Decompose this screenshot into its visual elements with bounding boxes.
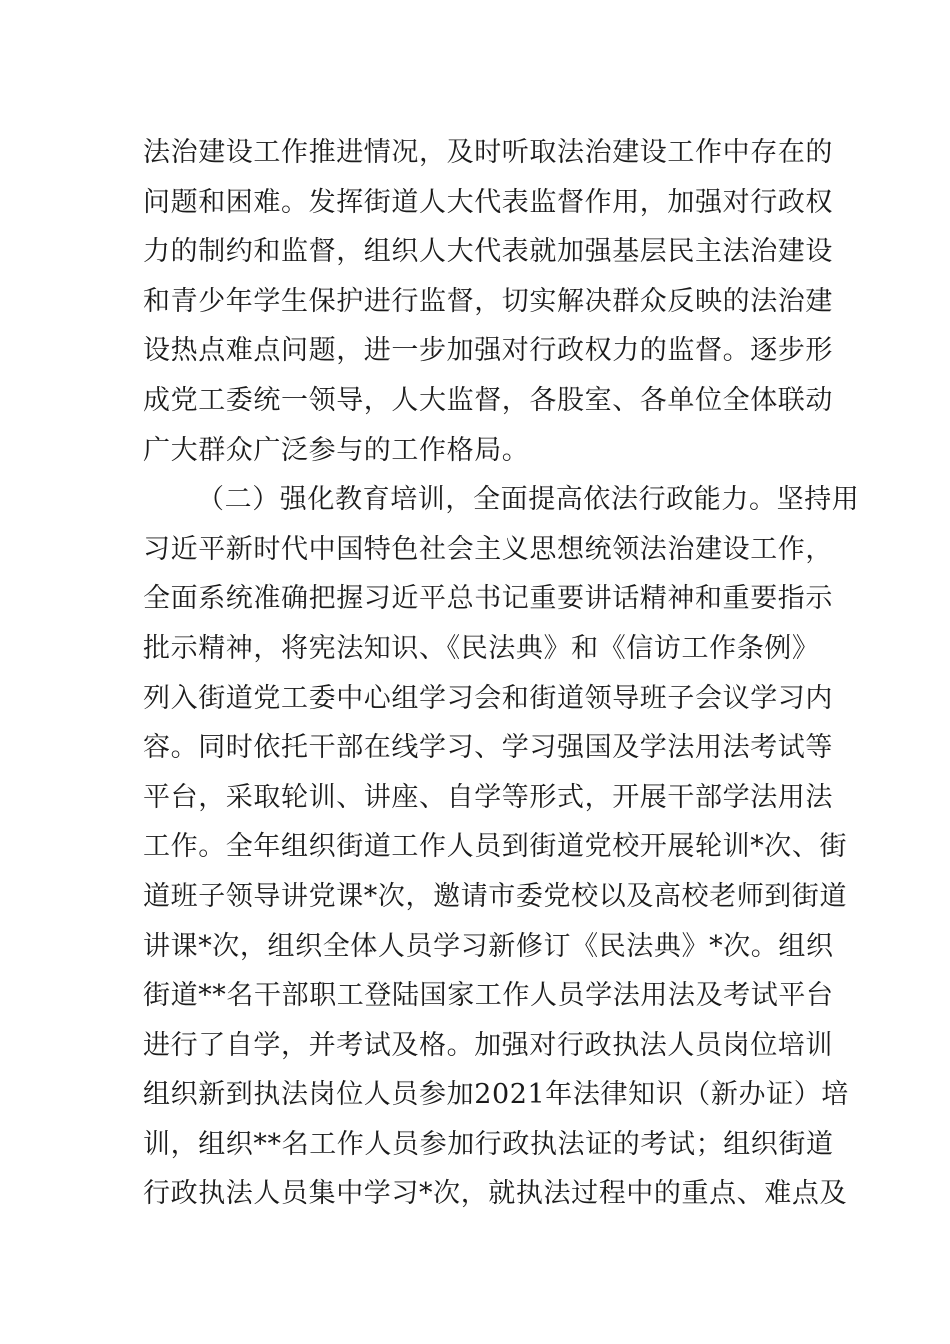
text-line: 问题和困难。发挥街道人大代表监督作用，加强对行政权	[143, 186, 833, 218]
text-line: 容。同时依托干部在线学习、学习强国及学法用法考试等	[143, 732, 833, 764]
text-line: 列入街道党工委中心组学习会和街道领导班子会议学习内	[143, 682, 833, 714]
text-line: 组织新到执法岗位人员参加2021年法律知识（新办证）培	[143, 1079, 849, 1111]
section-heading-line: （二）强化教育培训，全面提高依法行政能力。坚持用	[197, 484, 860, 516]
text-line: 行政执法人员集中学习*次，就执法过程中的重点、难点及	[143, 1178, 848, 1210]
text-line: 和青少年学生保护进行监督，切实解决群众反映的法治建	[143, 285, 833, 317]
text-line: 平台，采取轮训、讲座、自学等形式，开展干部学法用法	[143, 781, 833, 813]
text-line: 法治建设工作推进情况，及时听取法治建设工作中存在的	[143, 137, 833, 168]
body-text	[143, 128, 860, 1219]
text-line: 批示精神，将宪法知识、《民法典》和《信访工作条例》	[143, 632, 820, 664]
text-line: 街道**名干部职工登陆国家工作人员学法用法及考试平台	[143, 980, 834, 1012]
text-line: 讲课*次，组织全体人员学习新修订《民法典》*次。组织	[143, 930, 834, 962]
text-line: 全面系统准确把握习近平总书记重要讲话精神和重要指示	[143, 583, 833, 615]
text-line: 进行了自学，并考试及格。加强对行政执法人员岗位培训	[143, 1029, 833, 1061]
text-line: 成党工委统一领导，人大监督，各股室、各单位全体联动	[143, 384, 833, 416]
text-line: 训，组织**名工作人员参加行政执法证的考试；组织街道	[143, 1128, 834, 1160]
text-line: 设热点难点问题，进一步加强对行政权力的监督。逐步形	[143, 335, 833, 367]
text-line: 习近平新时代中国特色社会主义思想统领法治建设工作，	[143, 533, 833, 565]
text-line: 工作。全年组织街道工作人员到街道党校开展轮训*次、街	[143, 831, 848, 863]
text-line: 道班子领导讲党课*次，邀请市委党校以及高校老师到街道	[143, 880, 848, 912]
text-line: 广大群众广泛参与的工作格局。	[143, 434, 530, 466]
text-line: 力的制约和监督，组织人大代表就加强基层民主法治建设	[143, 236, 833, 268]
